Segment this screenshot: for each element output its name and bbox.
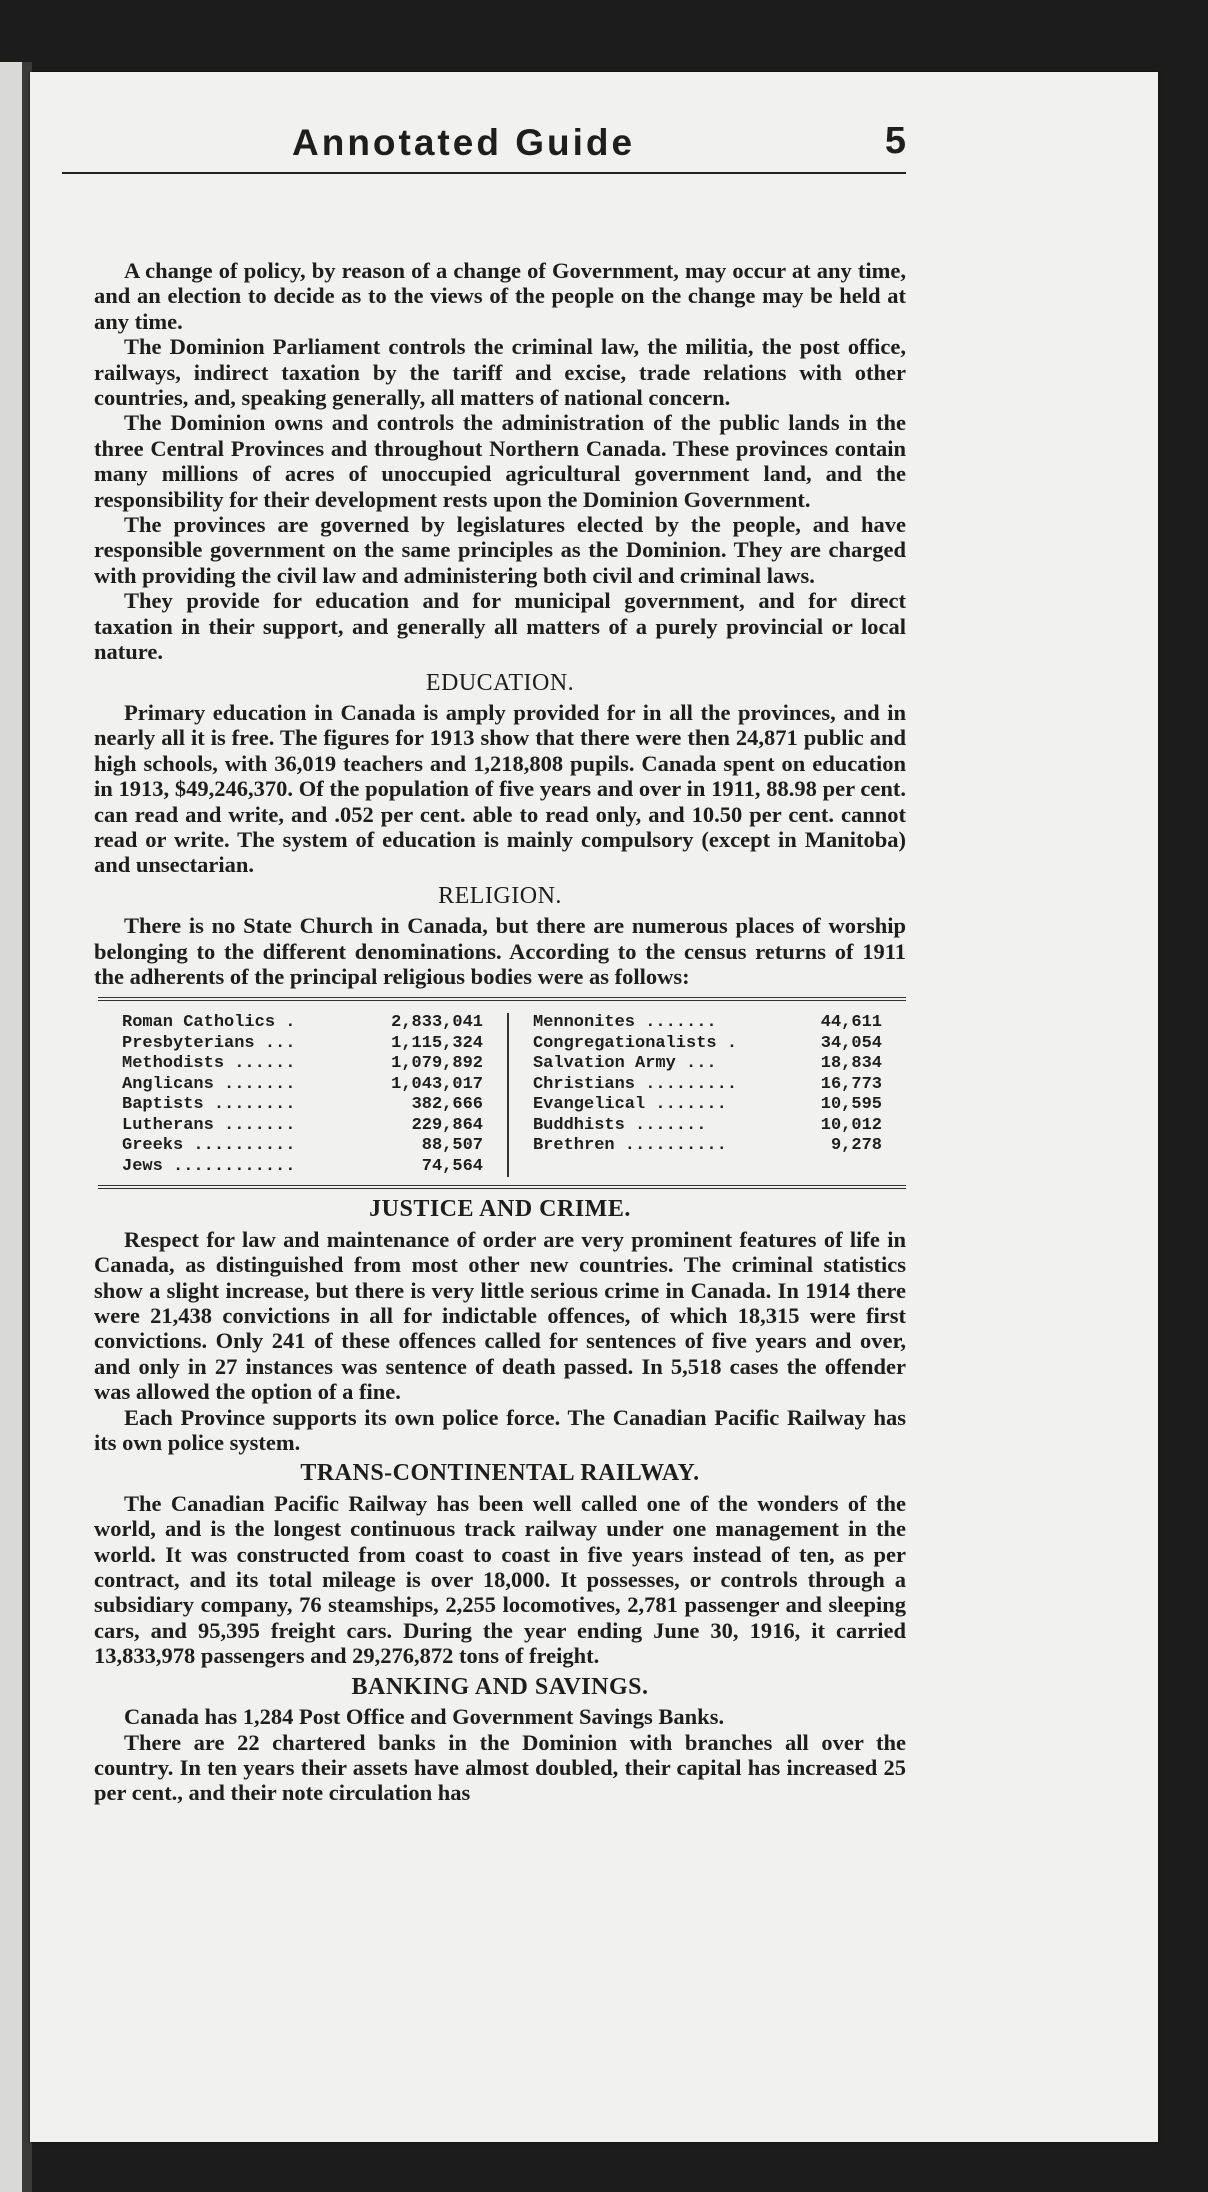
- table-row: [122, 1095, 483, 1116]
- adherent-count: 382,666: [411, 1095, 483, 1115]
- denomination-name: Greeks ..........: [122, 1136, 296, 1156]
- intro-paragraph: The Dominion owns and controls the administration of the public lands in the three Central Provinces and throughout Northern Canada. These provinces contain many millions of acres of unoccupied agricultural government land, and the responsibility for their development rests upon the Dominion Government.: [94, 410, 906, 512]
- table-row: [533, 1075, 882, 1096]
- denomination-name: Jews ............: [122, 1156, 296, 1176]
- denomination-name: Evangelical .......: [532, 1095, 727, 1115]
- table-row: [122, 1034, 483, 1055]
- religion-table: [98, 997, 906, 1189]
- justice-paragraph: Respect for law and maintenance of order are very prominent features of life in Canada, as distinguished from most other new countries. The criminal statistics show a slight increase, but there is very little serious crime in Canada. In 1914 there were 21,438 convictions in all for indictable offences, of which 18,315 were first convictions. Only 241 of these offences called for sentences of five years and over, and only in 27 instances was sentence of death passed. In 5,518 cases the offender was allowed the option of a fine.: [94, 1226, 906, 1405]
- denomination-name: Congregationalists .: [532, 1033, 738, 1053]
- adherent-count: 16,773: [820, 1074, 882, 1094]
- denomination-name: Buddhists .......: [532, 1115, 707, 1135]
- table-row: [122, 1136, 483, 1157]
- denomination-name: Salvation Army ...: [532, 1054, 717, 1074]
- table-row: [533, 1034, 882, 1055]
- adherent-count: 2,833,041: [391, 1013, 483, 1033]
- religion-paragraph: There is no State Church in Canada, but there are numerous places of worship belonging to the different denominations. According to the census returns of 1911 the adherents of the principal religious bodies were as follows:: [94, 913, 906, 989]
- education-heading: EDUCATION.: [425, 669, 575, 696]
- denomination-name: Christians .........: [532, 1074, 738, 1094]
- religion-heading: RELIGION.: [438, 882, 562, 909]
- adherent-count: 18,834: [820, 1054, 882, 1074]
- denomination-name: Baptists ........: [122, 1095, 296, 1115]
- table-row: [533, 1054, 882, 1075]
- denomination-name: Anglicans .......: [122, 1074, 296, 1094]
- education-paragraph: Primary education in Canada is amply provided for in all the provinces, and in nearly all it is free. The figures for 1913 show that there were then 24,871 public and high schools, with 36,019 teachers and 1,218,808 pupils. Canada spent on education in 1913, $49,246,370. Of the population of five years and over in 1911, 88.98 per cent. can read and write, and .052 per cent. able to read only, and 10.50 per cent. cannot read or write. The system of education is mainly compulsory (except in Manitoba) and unsectarian.: [94, 699, 906, 878]
- religion-table-left-column: [98, 1013, 509, 1177]
- page-header: [62, 114, 906, 174]
- table-row: [533, 1116, 882, 1137]
- table-row: [122, 1075, 483, 1096]
- railway-heading: TRANS-CONTINENTAL RAILWAY.: [300, 1460, 700, 1487]
- table-row: [122, 1116, 483, 1137]
- denomination-name: Presbyterians ...: [122, 1033, 296, 1053]
- table-row: [122, 1157, 483, 1178]
- denomination-name: Lutherans .......: [122, 1115, 296, 1135]
- denomination-name: Roman Catholics .: [122, 1013, 296, 1033]
- adherent-count: 1,115,324: [391, 1033, 483, 1053]
- adherent-count: 1,079,892: [391, 1054, 483, 1074]
- adherent-count: 229,864: [411, 1115, 483, 1135]
- adherent-count: 74,564: [421, 1156, 483, 1176]
- page-body: [94, 258, 906, 1806]
- adherent-count: 1,043,017: [391, 1074, 483, 1094]
- adjacent-page-edge: [0, 62, 22, 2192]
- justice-paragraph: Each Province supports its own police force. The Canadian Pacific Railway has its own police system.: [94, 1404, 906, 1456]
- banking-heading: BANKING AND SAVINGS.: [351, 1673, 649, 1700]
- intro-paragraph: They provide for education and for municipal government, and for direct taxation in their support, and generally all matters of a purely provincial or local nature.: [94, 588, 906, 665]
- table-row: [122, 1013, 483, 1034]
- adherent-count: 88,507: [421, 1136, 483, 1156]
- railway-paragraph: The Canadian Pacific Railway has been well called one of the wonders of the world, and is the longest continuous track railway under one management in the world. It was constructed from coast to coast in five years instead of ten, as per contract, and its total mileage is over 18,000. It possesses, or controls through a subsidiary company, 76 steamships, 2,255 locomotives, 2,781 passenger and sleeping cars, and 95,395 freight cars. During the year ending June 30, 1916, it carried 13,833,978 passengers and 29,276,872 tons of freight.: [94, 1490, 906, 1669]
- adherent-count: 9,278: [830, 1136, 882, 1156]
- denomination-name: Brethren ..........: [532, 1136, 727, 1156]
- banking-paragraph: There are 22 chartered banks in the Dominion with branches all over the country. In ten years their assets have almost doubled, their capital has increased 25 per cent., and their note circulation has: [94, 1729, 906, 1806]
- justice-heading: JUSTICE AND CRIME.: [369, 1196, 631, 1223]
- table-row: [533, 1136, 882, 1157]
- table-row: [533, 1013, 882, 1034]
- adherent-count: 34,054: [820, 1033, 882, 1053]
- denomination-name: Mennonites .......: [532, 1013, 717, 1033]
- running-title: Annotated Guide: [292, 122, 636, 163]
- adherent-count: 44,611: [820, 1013, 882, 1033]
- intro-paragraph: The Dominion Parliament controls the criminal law, the militia, the post office, railways, indirect taxation by the tariff and excise, trade relations with other countries, and, speaking generally, all matters of national concern.: [94, 334, 906, 411]
- religion-table-right-column: [509, 1013, 906, 1177]
- banking-paragraph: Canada has 1,284 Post Office and Government Savings Banks.: [124, 1704, 725, 1730]
- intro-paragraph: A change of policy, by reason of a change of Government, may occur at any time, and an election to decide as to the views of the people on the change may be held at any time.: [94, 258, 906, 334]
- table-row: [533, 1095, 882, 1116]
- denomination-name: Methodists ......: [122, 1054, 296, 1074]
- table-row: [122, 1054, 483, 1075]
- adherent-count: 10,012: [820, 1115, 882, 1135]
- page-number: 5: [884, 120, 906, 162]
- adherent-count: 10,595: [820, 1095, 882, 1115]
- intro-paragraph: The provinces are governed by legislatures elected by the people, and have responsible government on the same principles as the Dominion. They are charged with providing the civil law and administering both civil and criminal laws.: [94, 512, 906, 588]
